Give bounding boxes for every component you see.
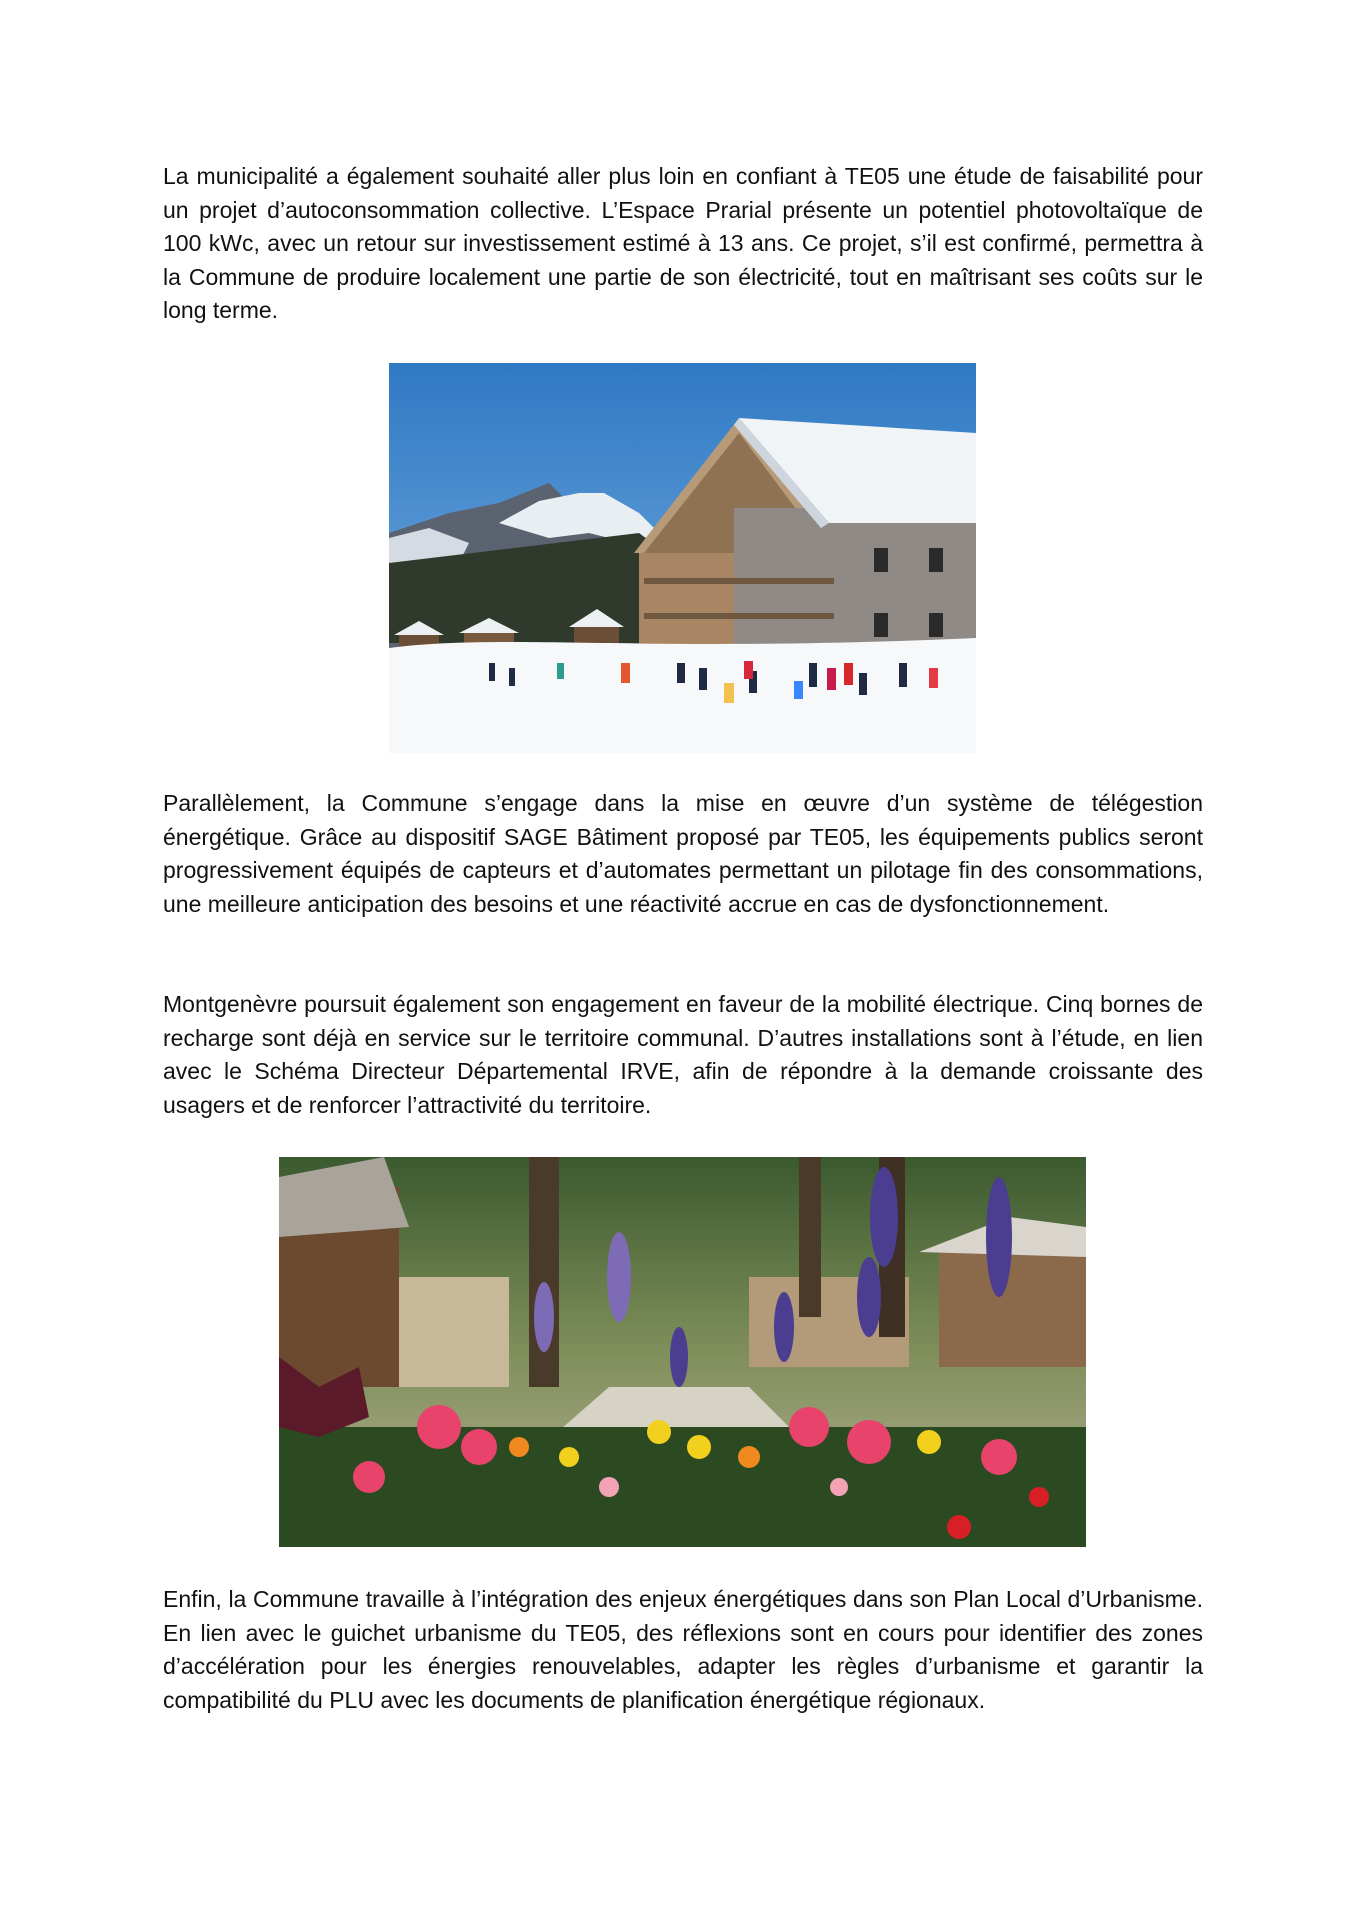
flowers-illustration <box>279 1157 1086 1547</box>
paragraph-urbanisme: Enfin, la Commune travaille à l’intégration des enjeux énergétiques dans son Plan Local d’Urbanisme. En lien avec le guichet urbanisme du TE05, des réflexions sont en cours pour identifier des zones d’accélération pour les énergies renouvelables, adapter les règles d’urbanisme et garantir la compatibilité du PLU avec les documents de planification énergétique régionaux. <box>163 1586 1203 1713</box>
paragraph-autoconsommation: La municipalité a également souhaité aller plus loin en confiant à TE05 une étude de faisabilité pour un projet d’autoconsommation collective. L’Espace Prarial présente un potentiel photovoltaïque de 100 kWc, avec un retour sur investissement estimé à 13 ans. Ce projet, s’il est confirmé, permettra à la Commune de produire localement une partie de son électricité, tout en maîtrisant ses coûts sur le long terme. <box>163 163 1203 323</box>
paragraph-mobilite: Montgenèvre poursuit également son engagement en faveur de la mobilité électrique. Cinq bornes de recharge sont déjà en service sur le territoire communal. D’autres installations sont à l’étude, en lien avec le Schéma Directeur Départemental IRVE, afin de répondre à la demande croissante des usagers et de renforcer l’attractivité du territoire. <box>163 991 1203 1118</box>
ski-chalet-photo <box>389 363 976 753</box>
paragraph-telegestion: Parallèlement, la Commune s’engage dans la mise en œuvre d’un système de télégestion énergétique. Grâce au dispositif SAGE Bâtiment proposé par TE05, les équipements publics seront progressivement équipés de capteurs et d’automates permettant un pilotage fin des consommations, une meilleure anticipation des besoins et une réactivité accrue en cas de dysfonctionnement. <box>163 790 1203 917</box>
ski-chalet-illustration <box>389 363 976 753</box>
flowers-photo <box>279 1157 1086 1547</box>
